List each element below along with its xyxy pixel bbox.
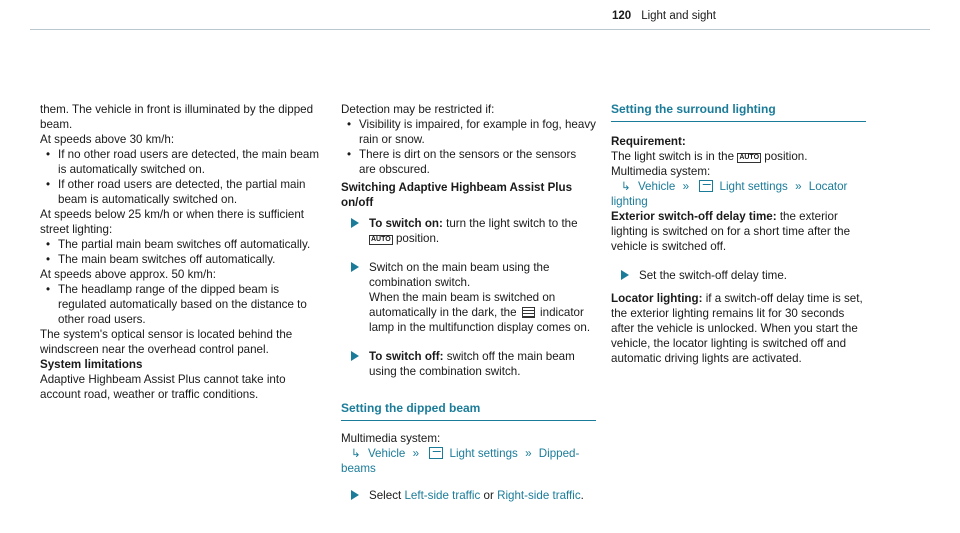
car-light-icon: [429, 447, 443, 459]
step-select-traffic: Select Left-side traffic or Right-side traffic.: [341, 488, 596, 503]
page-section-title: Light and sight: [641, 10, 716, 22]
play-arrow-icon: [351, 218, 360, 229]
step-set-delay: Set the switch-off delay time.: [611, 268, 866, 283]
auto-icon: AUTO: [739, 154, 760, 161]
step-switch-on: To switch on: turn the light switch to the AUTO position.: [341, 216, 596, 246]
menu-path: [341, 446, 596, 476]
paragraph: Locator lighting: if a switch-off delay time is set, the exterior lighting remains lit for 30 seconds after the vehicle is unlocked. When you start the vehicle, the locator lighting is switched off and automatic driving lights are activated.: [611, 292, 863, 365]
menu-link-light-settings[interactable]: Light settings: [449, 447, 518, 460]
turn-arrow-icon: ↳: [621, 180, 631, 193]
car-light-icon: [699, 180, 713, 192]
play-arrow-icon: [351, 490, 360, 501]
paragraph: At speeds above 30 km/h:: [40, 133, 175, 146]
requirement-label: Requirement:: [611, 135, 686, 148]
double-chevron-icon: »: [412, 447, 420, 460]
paragraph: them. The vehicle in front is illuminated by the dipped beam.: [40, 103, 314, 131]
paragraph: Adaptive Highbeam Assist Plus cannot take into account road, weather or traffic conditions.: [40, 373, 286, 401]
step-switch-off: To switch off: switch off the main beam using the combination switch.: [341, 349, 596, 379]
list-item: • The headlamp range of the dipped beam is regulated automatically based on the distance to other road users.: [40, 282, 320, 327]
list-item: • The partial main beam switches off automatically.: [40, 237, 320, 252]
page-number: 120: [612, 10, 632, 22]
play-arrow-icon: [621, 270, 630, 281]
play-arrow-icon: [351, 262, 360, 273]
main-beam-indicator-icon: [522, 307, 535, 318]
right-side-traffic-link[interactable]: Right-side traffic: [497, 489, 581, 502]
subheading: Switching Adaptive Highbeam Assist Plus on/off: [341, 181, 573, 209]
double-chevron-icon: »: [795, 180, 802, 193]
menu-link-light-settings[interactable]: Light settings: [719, 180, 788, 193]
paragraph: At speeds below 25 km/h or when there is sufficient street lighting:: [40, 208, 305, 236]
column-1: [40, 102, 320, 402]
list-item: • If no other road users are detected, the main beam is automatically switched on.: [40, 147, 320, 177]
paragraph: Multimedia system:: [341, 432, 441, 445]
left-side-traffic-link[interactable]: Left-side traffic: [404, 489, 481, 502]
paragraph: The light switch is in the AUTO position.: [611, 150, 808, 163]
list-item: • The main beam switches off automatically.: [40, 252, 320, 267]
subheading: System limitations: [40, 358, 143, 371]
paragraph: Exterior switch-off delay time: the exterior lighting is switched on for a short time after the vehicle is switched off.: [611, 210, 851, 253]
menu-link-vehicle[interactable]: Vehicle: [367, 447, 406, 460]
double-chevron-icon: »: [682, 180, 690, 193]
column-3: [611, 102, 866, 366]
auto-icon: AUTO: [371, 236, 391, 243]
list-item: • If other road users are detected, the partial main beam is automatically switched on.: [40, 177, 320, 207]
section-title: Setting the surround lighting: [611, 102, 866, 122]
list-item: • Visibility is impaired, for example in fog, heavy rain or snow.: [341, 117, 596, 147]
list-item: • There is dirt on the sensors or the sensors are obscured.: [341, 147, 596, 177]
column-2: [341, 102, 596, 503]
play-arrow-icon: [351, 351, 360, 362]
section-title: Setting the dipped beam: [341, 401, 596, 421]
paragraph: Multimedia system:: [611, 165, 711, 178]
header-divider: [30, 29, 930, 30]
menu-link-dipped-beams[interactable]: Dipped-beams: [341, 447, 580, 475]
paragraph: The system's optical sensor is located behind the windscreen near the overhead control panel.: [40, 328, 293, 356]
menu-link-locator-lighting[interactable]: Locator lighting: [611, 180, 848, 208]
menu-path: [611, 179, 866, 209]
step-main-beam: Switch on the main beam using the combination switch. When the main beam is switched on automatically in the dark, the indicator lamp in the multifunction display comes on.: [341, 260, 596, 335]
paragraph: At speeds above approx. 50 km/h:: [40, 268, 216, 281]
turn-arrow-icon: ↳: [351, 447, 361, 460]
paragraph: Detection may be restricted if:: [341, 103, 495, 116]
double-chevron-icon: »: [525, 447, 532, 460]
menu-link-vehicle[interactable]: Vehicle: [637, 180, 676, 193]
